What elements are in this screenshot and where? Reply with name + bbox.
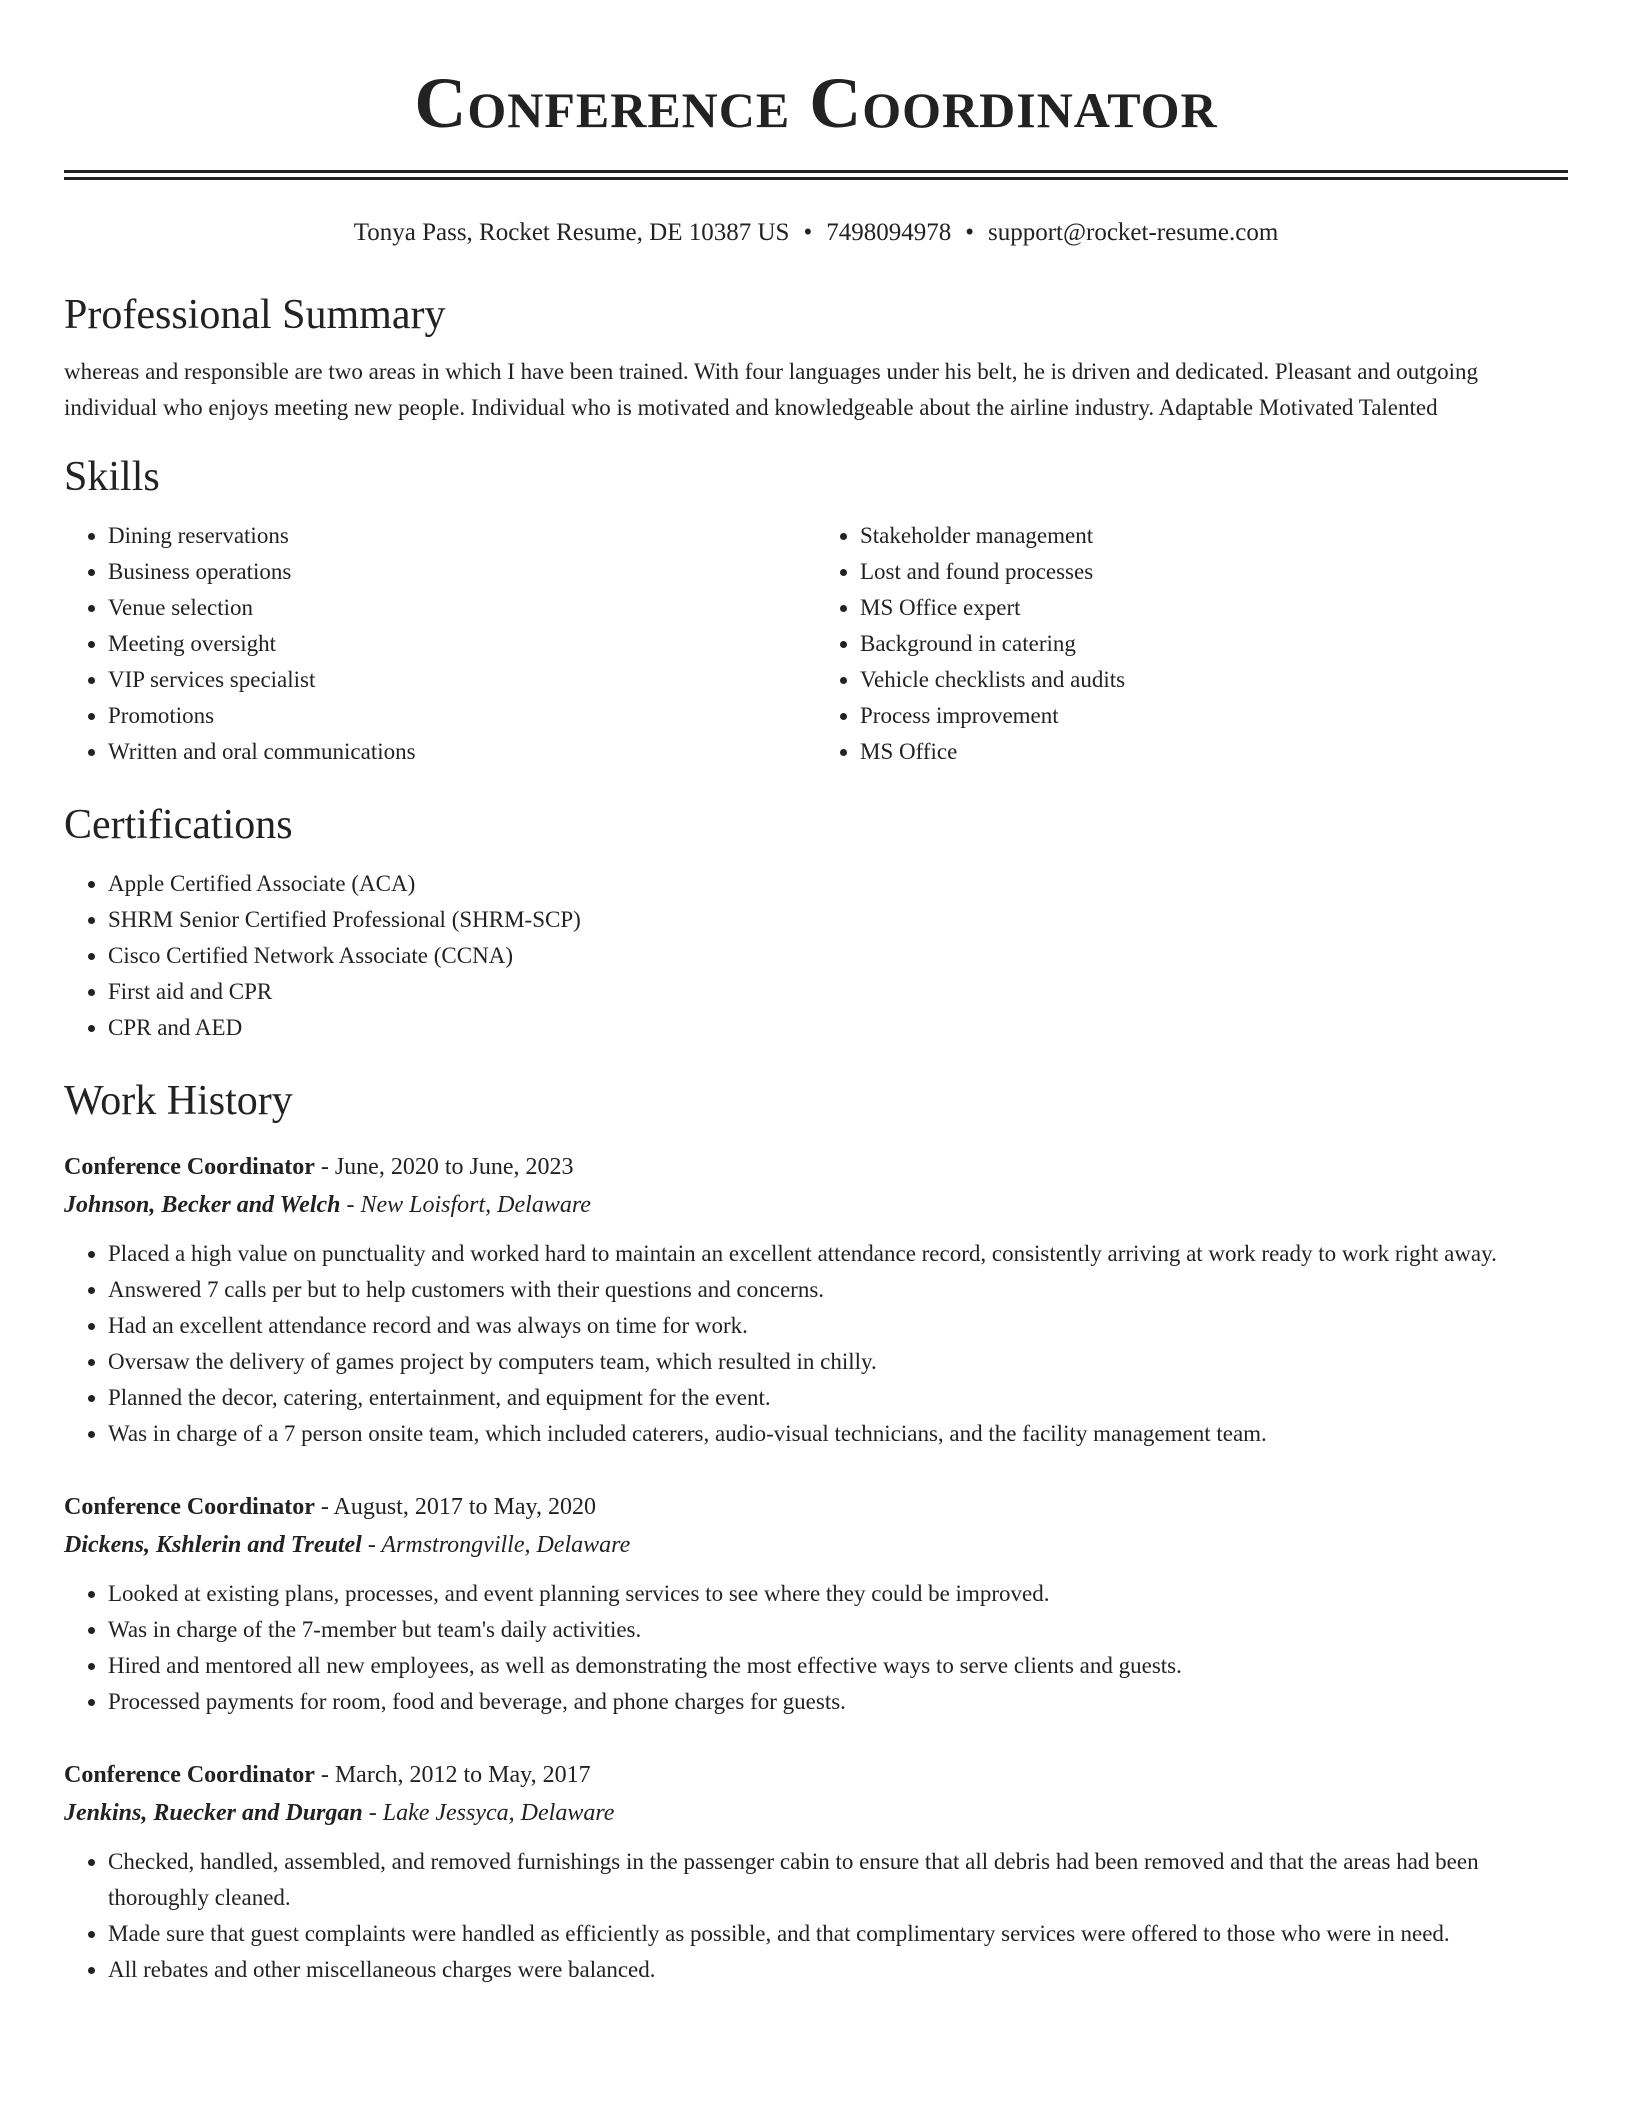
contact-address: Tonya Pass, Rocket Resume, DE 10387 US — [353, 219, 790, 246]
skills-list-left — [64, 518, 816, 770]
job-entry — [64, 1488, 1568, 1720]
skill-item: • Dining reservations — [108, 518, 816, 554]
skill-item: • Written and oral communications — [108, 734, 816, 770]
resume-title: Conference Coordinator — [414, 63, 1218, 143]
job-dates: - June, 2020 to June, 2023 — [314, 1154, 574, 1180]
skills-list-right — [816, 518, 1568, 770]
job-bullet: • Planned the decor, catering, entertainment, and equipment for the event. — [108, 1380, 1568, 1416]
resume-page — [64, 0, 1568, 1988]
job-company: Jenkins, Ruecker and Durgan — [64, 1800, 363, 1826]
job-bullet: • Oversaw the delivery of games project by computers team, which resulted in chilly. — [108, 1344, 1568, 1380]
skill-item: • Business operations — [108, 554, 816, 590]
work-history-heading: Work History — [64, 1078, 293, 1124]
skill-item: • Stakeholder management — [860, 518, 1568, 554]
job-location: - Lake Jessyca, Delaware — [362, 1800, 615, 1826]
job-title-line — [64, 1148, 1568, 1186]
job-bullet: • All rebates and other miscellaneous charges were balanced. — [108, 1952, 1568, 1988]
summary-text: whereas and responsible are two areas in which I have been trained. With four languages under his belt, he is driven and dedicated. Pleasant and outgoing individual who enjoys meeting new people. Individual who is motivated and knowledgeable about the airline industry. Adaptable Motivated Talented — [64, 359, 1478, 420]
skill-item: • Background in catering — [860, 626, 1568, 662]
job-bullet: • Looked at existing plans, processes, and event planning services to see where they could be improved. — [108, 1576, 1568, 1612]
skill-item: • Lost and found processes — [860, 554, 1568, 590]
skill-item: • MS Office — [860, 734, 1568, 770]
job-company: Johnson, Becker and Welch — [64, 1192, 341, 1218]
job-bullet: • Made sure that guest complaints were handled as efficiently as possible, and that complimentary services were offered to those who were in need. — [108, 1916, 1568, 1952]
summary-heading: Professional Summary — [64, 292, 446, 338]
title-divider — [64, 170, 1568, 180]
job-bullet: • Had an excellent attendance record and was always on time for work. — [108, 1308, 1568, 1344]
job-title-line — [64, 1756, 1568, 1794]
job-company-line — [64, 1526, 1568, 1564]
contact-line — [64, 216, 1568, 250]
job-bullets — [64, 1844, 1568, 1988]
job-bullets — [64, 1236, 1568, 1452]
job-bullets — [64, 1576, 1568, 1720]
certifications-list — [64, 866, 1568, 1046]
job-title-line — [64, 1488, 1568, 1526]
certification-item: • Apple Certified Associate (ACA) — [108, 866, 1568, 902]
job-entry — [64, 1148, 1568, 1452]
job-location: - New Loisfort, Delaware — [340, 1192, 591, 1218]
job-title: Conference Coordinator — [64, 1762, 315, 1788]
job-bullet: • Placed a high value on punctuality and worked hard to maintain an excellent attendance record, consistently arriving at work ready to work right away. — [108, 1236, 1568, 1272]
job-bullet: • Was in charge of the 7-member but team's daily activities. — [108, 1612, 1568, 1648]
certification-item: • CPR and AED — [108, 1010, 1568, 1046]
job-company: Dickens, Kshlerin and Treutel — [64, 1532, 362, 1558]
skill-item: • VIP services specialist — [108, 662, 816, 698]
skill-item: • Venue selection — [108, 590, 816, 626]
certification-item: • Cisco Certified Network Associate (CCNA) — [108, 938, 1568, 974]
certification-item: • SHRM Senior Certified Professional (SHRM-SCP) — [108, 902, 1568, 938]
skills-columns — [64, 518, 1568, 770]
job-title: Conference Coordinator — [64, 1154, 315, 1180]
job-bullet: • Hired and mentored all new employees, as well as demonstrating the most effective ways to serve clients and guests. — [108, 1648, 1568, 1684]
job-company-line — [64, 1794, 1568, 1832]
job-company-line — [64, 1186, 1568, 1224]
certifications-heading: Certifications — [64, 802, 293, 848]
job-dates: - March, 2012 to May, 2017 — [314, 1762, 591, 1788]
skills-heading: Skills — [64, 454, 160, 500]
job-bullet: • Was in charge of a 7 person onsite team, which included caterers, audio-visual technicians, and the facility management team. — [108, 1416, 1568, 1452]
contact-separator: • — [803, 219, 813, 246]
contact-email: support@rocket-resume.com — [987, 219, 1279, 246]
skill-item: • Meeting oversight — [108, 626, 816, 662]
contact-phone: 7498094978 — [826, 219, 952, 246]
skill-item: • Promotions — [108, 698, 816, 734]
skill-item: • Vehicle checklists and audits — [860, 662, 1568, 698]
job-bullet: • Answered 7 calls per but to help customers with their questions and concerns. — [108, 1272, 1568, 1308]
job-title: Conference Coordinator — [64, 1494, 315, 1520]
job-dates: - August, 2017 to May, 2020 — [314, 1494, 596, 1520]
skill-item: • Process improvement — [860, 698, 1568, 734]
contact-separator: • — [965, 219, 974, 246]
certification-item: • First aid and CPR — [108, 974, 1568, 1010]
job-bullet: • Checked, handled, assembled, and removed furnishings in the passenger cabin to ensure that all debris had been removed and that the areas had been thoroughly cleaned. — [108, 1844, 1568, 1916]
job-bullet: • Processed payments for room, food and beverage, and phone charges for guests. — [108, 1684, 1568, 1720]
skill-item: • MS Office expert — [860, 590, 1568, 626]
job-entry — [64, 1756, 1568, 1988]
job-location: - Armstrongville, Delaware — [361, 1532, 631, 1558]
